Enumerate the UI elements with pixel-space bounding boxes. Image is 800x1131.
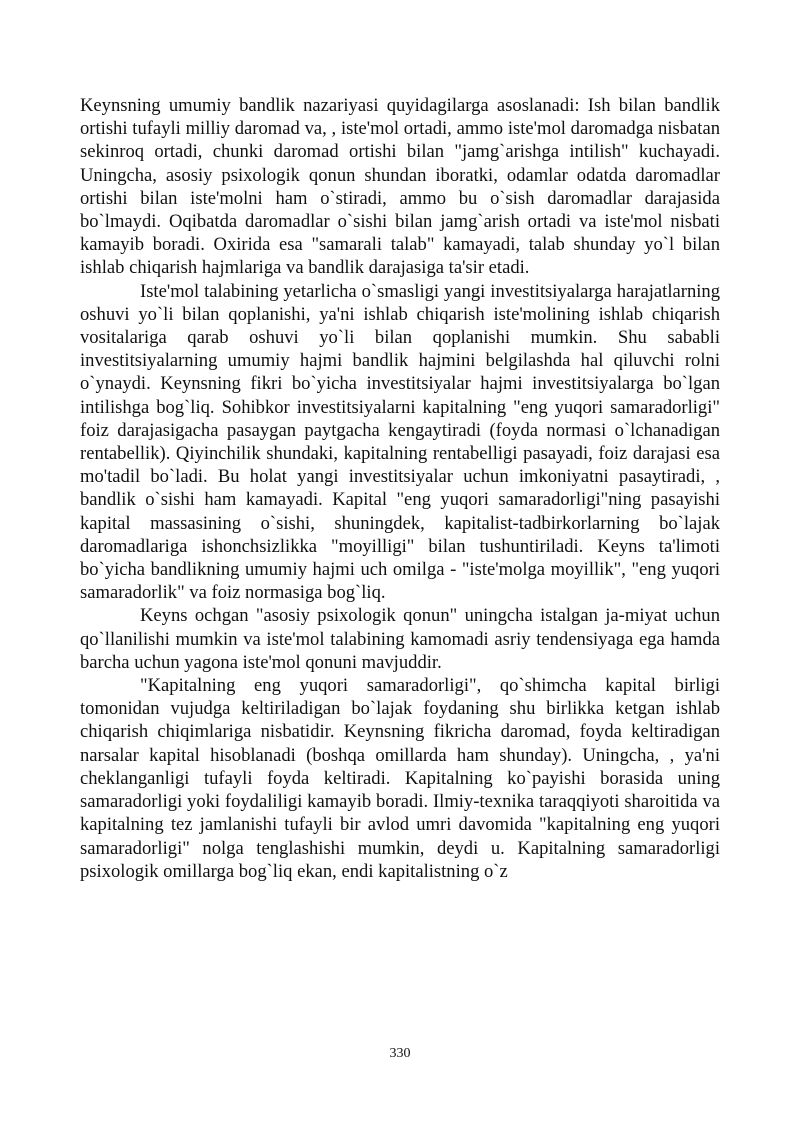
page-number: 330 bbox=[389, 1046, 411, 1061]
page-body bbox=[80, 94, 720, 883]
paragraph-4: "Kapitalning eng yuqori samaradorligi", qo`shimcha kapital birligi tomonidan vujudga keltiriladigan bo`lajak foydaning shu birlikka ketgan ishlab chiqarish chiqimlariga nisbatidir. Keynsning fikricha daromad, foyda keltiradigan narsalar kapital hisoblanadi (boshqa omillarda ham shunday). Uningcha, , ya'ni cheklanganligi tufayli foyda keltiradi. Kapitalning ko`payishi borasida uning samaradorligi yoki foydaliligi kamayib boradi. Ilmiy-texnika taraqqiyoti sharoitida va kapitalning tez jamlanishi tufayli bir avlod umri davomida "kapitalning eng yuqori samaradorligi" nolga tenglashishi mumkin, deydi u. Kapitalning samaradorligi psixologik omillarga bog`liq ekan, endi kapitalistning o`z bbox=[80, 675, 720, 882]
paragraph-1: Keynsning umumiy bandlik nazariyasi quyidagilarga asoslanadi: Ish bilan bandlik ortishi tufayli milliy daromad va, , iste'mol ortadi, ammo iste'mol daromadga nisbatan sekinroq ortadi, chunki daromad ortishi bilan "jamg`arishga intilish" kuchayadi. Uningcha, asosiy psixologik qonun shundan iboratki, odamlar odatda daromadlar ortishi bilan iste'molni ham o`stiradi, ammo bu o`sish daromadlar darajasida bo`lmaydi. Oqibatda daromadlar o`sishi bilan jamg`arish ortadi va iste'mol nisbati kamayib boradi. Oxirida esa "samarali talab" kamayadi, talab shunday yo`l bilan ishlab chiqarish hajmlariga va bandlik darajasiga ta'sir etadi. bbox=[80, 95, 720, 279]
paragraph-3: Keyns ochgan "asosiy psixologik qonun" uningcha istalgan ja-miyat uchun qo`llanilishi mumkin va iste'mol talabining kamomadi asriy tendensiyaga ega hamda barcha uchun yagona iste'mol qonuni mavjuddir. bbox=[80, 605, 720, 673]
paragraph-2: Iste'mol talabining yetarlicha o`smasligi yangi investitsiyalarga harajatlarning oshuvi yo`li bilan qoplanishi, ya'ni ishlab chiqarish iste'molining ishlab chiqarish vositalariga qarab oshuvi yo`li bilan qoplanishi mumkin. Shu sababli investitsiyalarning umumiy hajmi bandlik hajmini belgilashda hal qiluvchi rolni o`ynaydi. Keynsning fikri bo`yicha investitsiyalar hajmi investitsiyalarga bo`lgan intilishga bog`liq. Sohibkor investitsiyalarni kapitalning "eng yuqori samaradorligi" foiz darajasigacha pasaygan paytgacha kengaytiradi (foyda normasi o`lchanadigan rentabellik). Qiyinchilik shundaki, kapitalning rentabelligi pasayadi, foiz darajasi esa mo'tadil bo`ladi. Bu holat yangi investitsiyalar uchun imkoniyatni pasaytiradi, , bandlik o`sishi ham kamayadi. Kapital "eng yuqori samaradorligi"ning pasayishi kapital massasining o`sishi, shuningdek, kapitalist-tadbirkorlarning bo`lajak daromadlariga ishonchsizlikka "moyilligi" bilan tushuntiriladi. Keyns ta'limoti bo`yicha bandlikning umumiy hajmi uch omilga - "iste'molga moyillik", "eng yuqori samaradorlik" va foiz normasiga bog`liq. bbox=[80, 280, 720, 604]
